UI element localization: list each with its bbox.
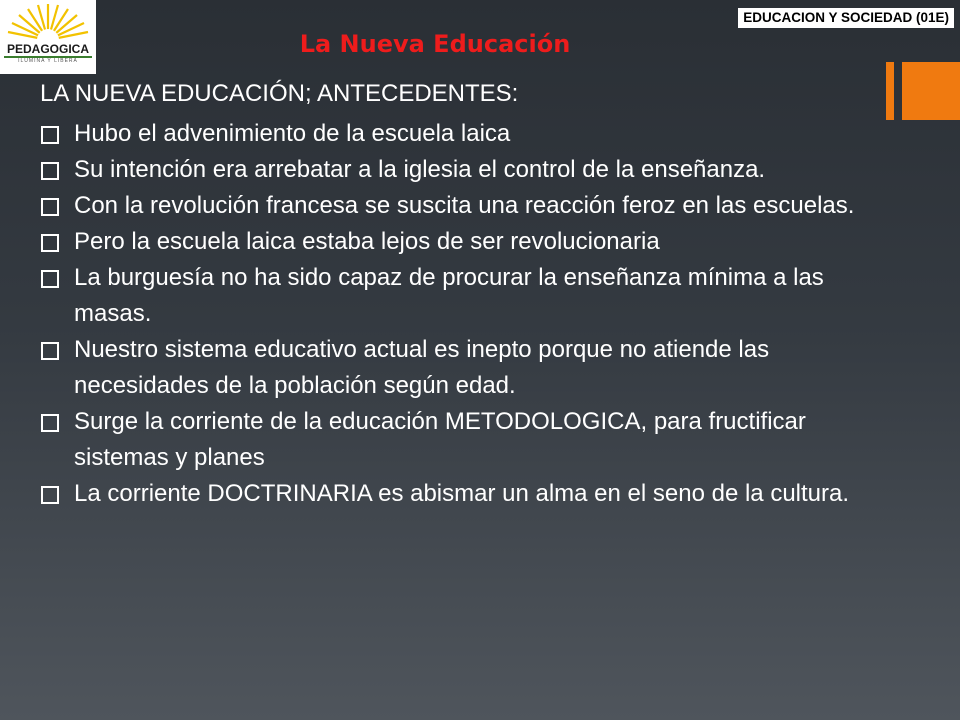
bullet-text: Hubo el advenimiento de la escuela laica [74,120,511,147]
accent-bar-thick [902,62,960,120]
course-label: EDUCACION Y SOCIEDAD (01E) [738,8,954,28]
bullet-item [40,188,890,224]
checkbox-square-icon [41,270,59,288]
checkbox-square-icon [41,198,59,216]
bullet-item [40,116,890,152]
bullet-text: Nuestro sistema educativo actual es inepto porque no atiende las necesidades de la población según edad. [74,336,770,399]
subheading: LA NUEVA EDUCACIÓN; ANTECEDENTES: [40,80,519,107]
bullet-item [40,224,890,260]
bullet-item [40,476,890,512]
logo-motto: ILUMINA Y LIBERA [18,58,78,64]
bullet-text: Con la revolución francesa se suscita una reacción feroz en las escuelas. [74,192,855,219]
bullet-text: Surge la corriente de la educación METODOLOGICA, para fructificar sistemas y planes [74,408,806,471]
bullet-item [40,152,890,188]
bullet-text: Su intención era arrebatar a la iglesia el control de la enseñanza. [74,156,766,183]
bullet-list [40,116,890,512]
checkbox-square-icon [41,162,59,180]
bullet-item [40,332,890,404]
bullet-item [40,404,890,476]
bullet-text: Pero la escuela laica estaba lejos de ser revolucionaria [74,228,660,255]
bullet-text: La corriente DOCTRINARIA es abismar un alma en el seno de la cultura. [74,480,850,507]
checkbox-square-icon [41,486,59,504]
logo-text: PEDAGOGICA [6,42,89,56]
checkbox-square-icon [41,414,59,432]
bullet-text: La burguesía no ha sido capaz de procurar la enseñanza mínima a las masas. [74,264,824,327]
checkbox-square-icon [41,234,59,252]
bullet-item [40,260,890,332]
accent-bar-thin [886,62,894,120]
checkbox-square-icon [41,126,59,144]
slide-title: La Nueva Educación [299,30,571,58]
checkbox-square-icon [41,342,59,360]
